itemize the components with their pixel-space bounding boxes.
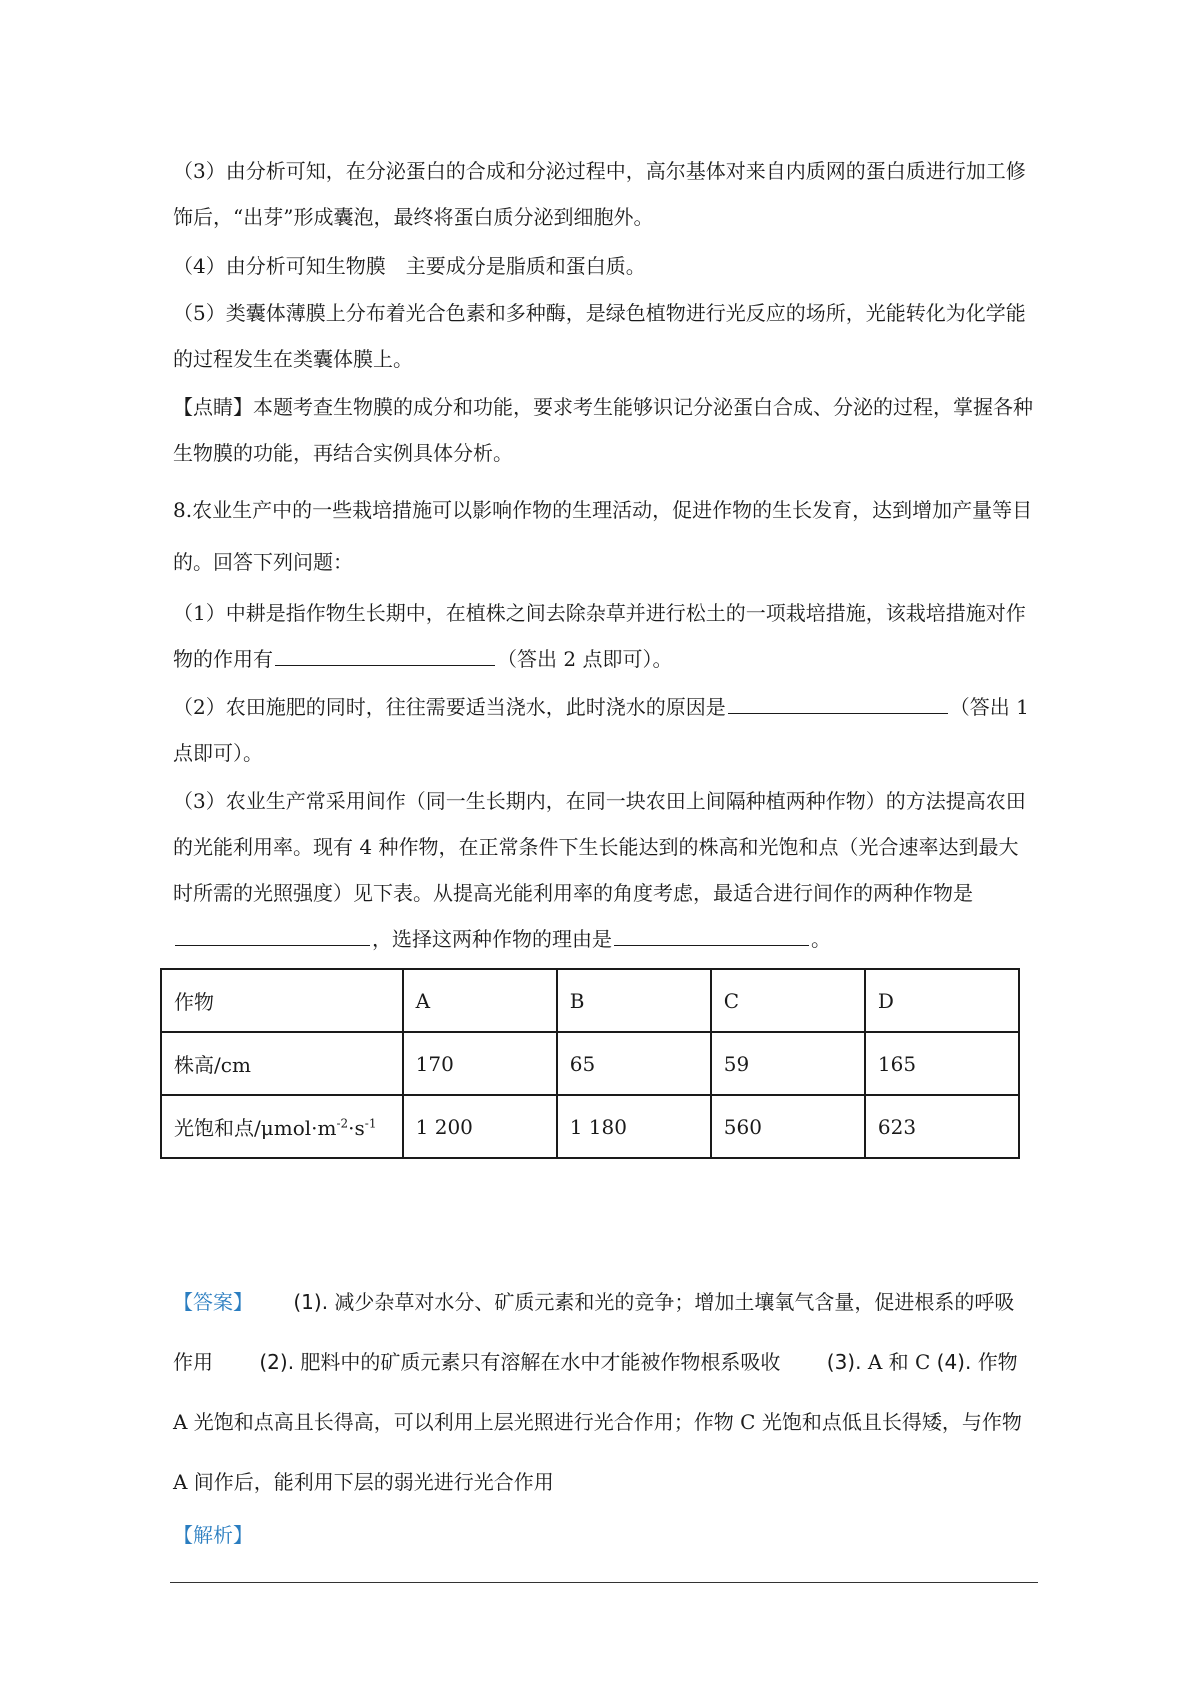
light-label-unit: ·s bbox=[348, 1116, 365, 1140]
q3-crops-blank[interactable] bbox=[175, 919, 370, 946]
superscript: -2 bbox=[336, 1116, 349, 1131]
table-cell: A bbox=[403, 969, 557, 1032]
table-cell: 560 bbox=[711, 1095, 865, 1158]
answer-4: 作物 A 光饱和点高且长得高，可以利用上层光照进行光合作用；作物 C 光饱和点低且长得矮，与作物 A 间作后，能利用下层的弱光进行光合作用 bbox=[173, 1350, 1022, 1494]
analysis-heading bbox=[173, 1512, 1033, 1558]
q2-note: （答出 1 点即可）。 bbox=[173, 695, 1029, 765]
question-8-stem: 8.农业生产中的一些栽培措施可以影响作物的生理活动，促进作物的生长发育，达到增加产量等目的。回答下列问题： bbox=[173, 498, 1033, 574]
table-cell: B bbox=[557, 969, 711, 1032]
q3-reason-blank[interactable] bbox=[614, 919, 809, 946]
table-cell: 作物 bbox=[161, 969, 403, 1032]
question-8-part-3 bbox=[173, 778, 1033, 962]
answer-part-5: （5）类囊体薄膜上分布着光合色素和多种酶，是绿色植物进行光反应的场所，光能转化为化学能的过程发生在类囊体膜上。 bbox=[173, 301, 1026, 371]
table-cell: 170 bbox=[403, 1032, 557, 1095]
footer-divider bbox=[170, 1582, 1038, 1583]
answer-num-3: (3). bbox=[826, 1350, 862, 1374]
table-row bbox=[161, 1032, 1019, 1095]
table-cell: 59 bbox=[711, 1032, 865, 1095]
table-row bbox=[161, 1095, 1019, 1158]
q1-note: （答出 2 点即可）。 bbox=[497, 647, 673, 671]
question-8-part-2 bbox=[173, 684, 1033, 776]
answer-num-1: (1). bbox=[293, 1290, 329, 1314]
answer-num-4: (4). bbox=[936, 1350, 972, 1374]
superscript: -1 bbox=[364, 1116, 377, 1131]
dianjing-note: 【点睛】本题考查生物膜的成分和功能，要求考生能够识记分泌蛋白合成、分泌的过程，掌握各种生物膜的功能，再结合实例具体分析。 bbox=[173, 395, 1033, 465]
question-8-part-1 bbox=[173, 590, 1033, 682]
q3-end: 。 bbox=[811, 927, 831, 951]
answer-block bbox=[173, 1272, 1033, 1512]
answer-1: 减少杂草对水分、矿质元素和光的竞争；增加土壤氧气含量，促进根系的呼吸作用 bbox=[173, 1290, 1015, 1374]
table-cell: 165 bbox=[865, 1032, 1019, 1095]
table-cell: 株高/cm bbox=[161, 1032, 403, 1095]
answer-3: A 和 C bbox=[867, 1350, 931, 1374]
answer-part-3: （3）由分析可知，在分泌蛋白的合成和分泌过程中，高尔基体对来自内质网的蛋白质进行加工修饰后，“出芽”形成囊泡，最终将蛋白质分泌到细胞外。 bbox=[173, 159, 1026, 229]
q2-answer-blank[interactable] bbox=[728, 687, 948, 714]
q3-text: （3）农业生产常采用间作（同一生长期内，在同一块农田上间隔种植两种作物）的方法提高农田的光能利用率。现有 4 种作物，在正常条件下生长能达到的株高和光饱和点（光合速率达到最大时所需的光照强度）见下表。从提高光能利用率的角度考虑，最适合进行间作的两种作物是 bbox=[173, 789, 1026, 905]
table-cell: 1 200 bbox=[403, 1095, 557, 1158]
q1-answer-blank[interactable] bbox=[275, 639, 495, 666]
table-cell: 1 180 bbox=[557, 1095, 711, 1158]
table-cell: 65 bbox=[557, 1032, 711, 1095]
table-cell: D bbox=[865, 969, 1019, 1032]
table-cell bbox=[161, 1095, 403, 1158]
crop-table bbox=[160, 968, 1020, 1159]
analysis-tag: 【解析】 bbox=[173, 1523, 253, 1547]
table-header-row bbox=[161, 969, 1019, 1032]
answer-num-2: (2). bbox=[259, 1350, 295, 1374]
q2-text: （2）农田施肥的同时，往往需要适当浇水，此时浇水的原因是 bbox=[173, 695, 726, 719]
q1-text: （1）中耕是指作物生长期中，在植株之间去除杂草并进行松土的一项栽培措施，该栽培措施对作物的作用有 bbox=[173, 601, 1026, 671]
table-cell: C bbox=[711, 969, 865, 1032]
light-label: 光饱和点/μmol·m bbox=[174, 1116, 337, 1140]
q3-middle: ，选择这两种作物的理由是 bbox=[372, 927, 612, 951]
table-cell: 623 bbox=[865, 1095, 1019, 1158]
answer-2: 肥料中的矿质元素只有溶解在水中才能被作物根系吸收 bbox=[300, 1350, 781, 1374]
answer-tag: 【答案】 bbox=[173, 1290, 253, 1314]
answer-part-4: （4）由分析可知生物膜 主要成分是脂质和蛋白质。 bbox=[173, 254, 646, 278]
